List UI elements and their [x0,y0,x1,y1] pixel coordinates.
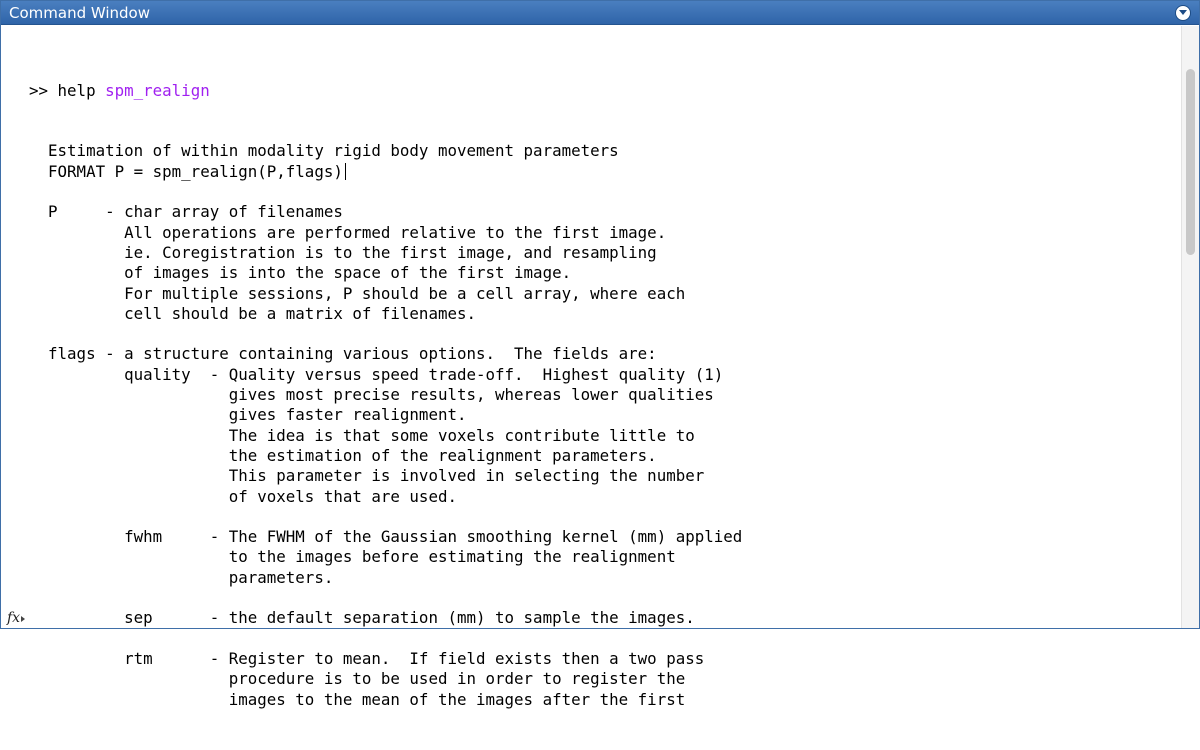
help-line: ie. Coregistration is to the first image, and resampling [29,242,657,262]
vertical-scrollbar[interactable] [1181,26,1199,628]
help-line: parameters. [29,567,334,587]
command-output-area[interactable] [1,26,1181,709]
help-line: of voxels that are used. [29,486,457,506]
help-line: cell should be a matrix of filenames. [29,303,476,323]
help-line: All operations are performed relative to the first image. [29,222,667,242]
help-line: rtm - Register to mean. If field exists then a two pass [29,648,705,668]
command-line[interactable] [29,81,1179,101]
help-line [29,629,1179,649]
help-output [29,141,1179,709]
help-line: This parameter is involved in selecting the number [29,466,705,486]
prompt-gutter [1,26,27,628]
scrollbar-thumb[interactable] [1186,69,1195,255]
help-line: procedure is to be used in order to register the [29,669,686,689]
help-line: sep - the default separation (mm) to sample the images. [29,608,695,628]
chevron-down-circle-icon[interactable] [1175,5,1191,21]
help-line: The idea is that some voxels contribute little to [29,425,695,445]
command-argument: spm_realign [105,80,210,100]
title-bar [1,1,1199,25]
help-line [29,182,1179,202]
help-line: images to the mean of the images after the first [29,689,686,709]
help-line [29,324,1179,344]
help-line: Estimation of within modality rigid body movement parameters [29,141,619,161]
help-line [29,588,1179,608]
window-title: Command Window [9,4,151,22]
help-line: of images is into the space of the first image. [29,263,572,283]
help-line [29,507,1179,527]
help-line: the estimation of the realignment parameters. [29,445,657,465]
help-line: P - char array of filenames [29,202,343,222]
help-line: For multiple sessions, P should be a cell array, where each [29,283,686,303]
help-line: fwhm - The FWHM of the Gaussian smoothing kernel (mm) applied [29,527,743,547]
fx-function-browser-icon[interactable]: fx [7,610,21,626]
console-text[interactable] [29,40,1179,750]
text-cursor [345,163,346,180]
help-line: gives faster realignment. [29,405,467,425]
help-line: flags - a structure containing various options. The fields are: [29,344,657,364]
help-line: FORMAT P = spm_realign(P,flags) [29,162,1179,182]
command-prompt: >> help [29,80,106,100]
help-line: quality - Quality versus speed trade-off. Highest quality (1) [29,364,724,384]
help-line: to the images before estimating the realignment [29,547,676,567]
help-line: gives most precise results, whereas lower qualities [29,385,714,405]
